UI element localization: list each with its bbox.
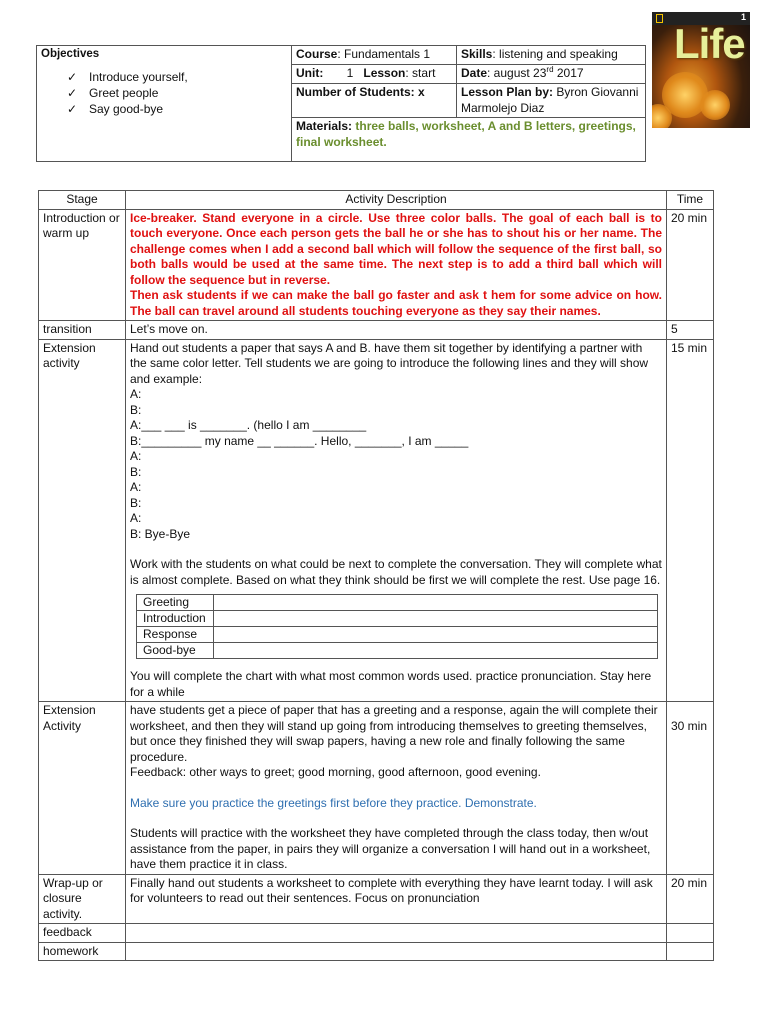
time-cell: 30 min bbox=[667, 702, 714, 875]
table-row bbox=[39, 209, 714, 321]
chart-row: Introduction bbox=[137, 611, 658, 627]
objective-item: ✓ Greet people bbox=[67, 85, 159, 100]
objective-item: ✓ Introduce yourself, bbox=[67, 69, 188, 84]
objective-item: ✓ Say good-bye bbox=[67, 101, 164, 116]
time-cell bbox=[667, 942, 714, 961]
checkmark-icon: ✓ bbox=[67, 101, 78, 116]
lesson-plan-cell: Lesson Plan by: Byron Giovanni Marmolejo Diaz bbox=[457, 84, 646, 118]
header-time: Time bbox=[667, 191, 714, 210]
stage-cell: Extension Activity bbox=[39, 702, 126, 875]
time-cell: 5 bbox=[667, 321, 714, 340]
activity-cell: Let’s move on. bbox=[126, 321, 667, 340]
date-cell: Date: august 23rd 2017 bbox=[457, 65, 646, 84]
table-row bbox=[39, 702, 714, 875]
header-stage: Stage bbox=[39, 191, 126, 210]
objectives-cell bbox=[37, 46, 292, 162]
time-cell: 20 min bbox=[667, 209, 714, 321]
stage-cell: Extension activity bbox=[39, 339, 126, 702]
table-row bbox=[39, 942, 714, 961]
time-cell bbox=[667, 924, 714, 943]
header-activity: Activity Description bbox=[126, 191, 667, 210]
activity-cell: Hand out students a paper that says A and B. have them sit together by identifying a partner with the same color letter. Tell students we are going to introduce the following lines and they will show and example: A: B: A:___ ___ is _______. (hello I am ________ B:_________ my name __ ______. Hello, _______, I am _____ A: B: A: B: A: B: Bye-Bye Work with the students on what could be next to complete the conversation. They will complete what is almost complete. Based on what they think should be first we will complete the rest. Use page 16. Greeting Introduction Response Good-bye You will complete the chart with what most common words used. practice pronunciation. Stay here for a while bbox=[126, 339, 667, 702]
book-title: Life bbox=[674, 20, 745, 67]
chart-row: Response bbox=[137, 627, 658, 643]
table-row bbox=[39, 321, 714, 340]
activity-cell bbox=[126, 942, 667, 961]
publisher-logo-icon bbox=[656, 14, 663, 23]
skills-cell: Skills: listening and speaking bbox=[457, 46, 646, 65]
table-row bbox=[39, 924, 714, 943]
book-cover-image bbox=[652, 12, 750, 128]
table-row bbox=[39, 874, 714, 924]
materials-cell: Materials: three balls, worksheet, A and B letters, greetings, final worksheet. bbox=[292, 118, 646, 162]
stage-cell: Introduction or warm up bbox=[39, 209, 126, 321]
checkmark-icon: ✓ bbox=[67, 69, 78, 84]
course-cell: Course: Fundamentals 1 bbox=[292, 46, 457, 65]
objectives-title: Objectives bbox=[41, 48, 100, 60]
table-row bbox=[39, 339, 714, 702]
activity-cell: have students get a piece of paper that has a greeting and a response, again the will complete their worksheet, and then they will stand up going from introducing themselves to greeting themselves, but once they finished they will swap papers, having a new role and finally following the same procedure. Feedback: other ways to greet; good morning, good afternoon, good evening. Make sure you practice the greetings first before they practice. Demonstrate. Students will practice with the worksheet they have completed through the class today, then w/out assistance from the paper, in pairs they will organize a conversation I will hand out in a worksheet, have them practice it in class. bbox=[126, 702, 667, 875]
time-cell: 15 min bbox=[667, 339, 714, 702]
book-number: 1 bbox=[740, 12, 746, 22]
stage-cell: Wrap-up or closure activity. bbox=[39, 874, 126, 924]
time-cell: 20 min bbox=[667, 874, 714, 924]
students-cell: Number of Students: x bbox=[292, 84, 457, 118]
activity-cell: Ice-breaker. Stand everyone in a circle. Use three color balls. The goal of each ball is to touch everyone. Once each person gets the ball he or she has to shout his or her name. The challenge comes when I add a second ball which will follow the sequence of the first ball, so both balls would be used at the same time. The next step is to add a third ball which will follow the sequence but in reverse. Then ask students if we can make the ball go faster and ask t hem for some advice on how. The ball can travel around all students touching everyone as they say their names. bbox=[126, 209, 667, 321]
stage-cell: homework bbox=[39, 942, 126, 961]
lesson-header-table bbox=[36, 45, 646, 162]
stage-cell: feedback bbox=[39, 924, 126, 943]
greeting-chart-table bbox=[136, 594, 658, 659]
objectives-list bbox=[41, 69, 287, 117]
activity-table bbox=[38, 190, 714, 961]
activity-cell: Finally hand out students a worksheet to complete with everything they have learnt today. I will ask for volunteers to read out their sentences. Focus on pronunciation bbox=[126, 874, 667, 924]
activity-cell bbox=[126, 924, 667, 943]
chart-row: Good-bye bbox=[137, 643, 658, 659]
chart-row: Greeting bbox=[137, 595, 658, 611]
unit-lesson-cell: Unit: 1 Lesson: start bbox=[292, 65, 457, 84]
stage-cell: transition bbox=[39, 321, 126, 340]
table-header-row bbox=[39, 191, 714, 210]
checkmark-icon: ✓ bbox=[67, 85, 78, 100]
